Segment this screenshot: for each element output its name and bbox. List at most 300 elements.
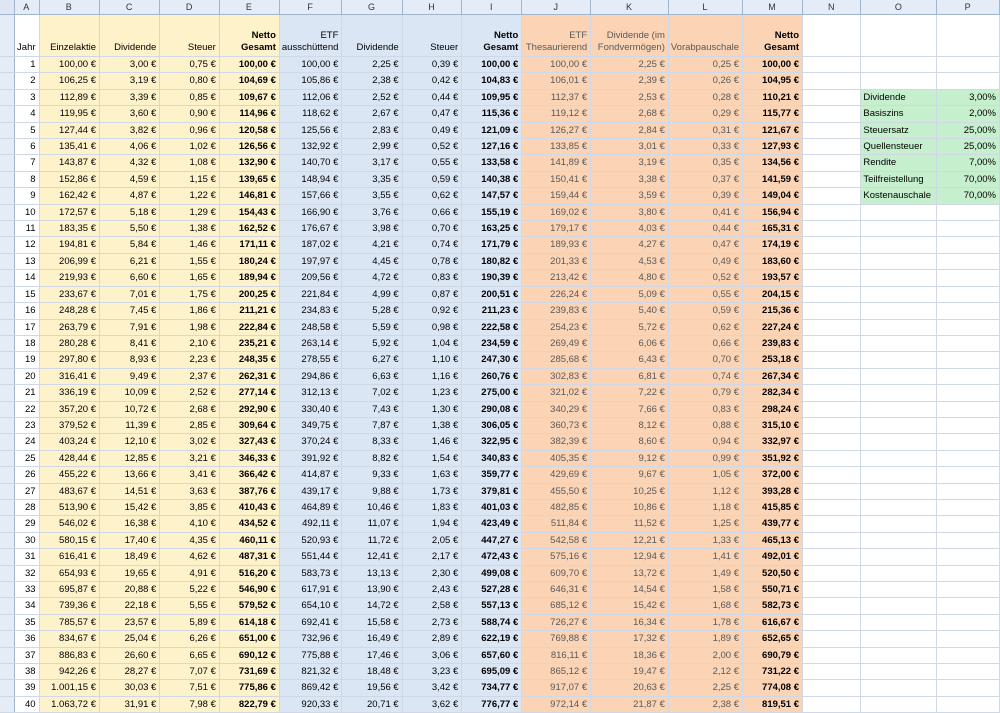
cell-g[interactable]: 15,58 € xyxy=(342,614,402,630)
cell-a[interactable]: 22 xyxy=(15,401,39,417)
empty-cell[interactable] xyxy=(803,549,861,565)
cell-f[interactable]: 775,88 € xyxy=(279,647,342,663)
cell-m[interactable]: 332,97 € xyxy=(743,434,803,450)
cell-l[interactable]: 2,00 € xyxy=(668,647,742,663)
column-header-o[interactable]: O xyxy=(861,0,937,15)
cell-b[interactable]: 219,93 € xyxy=(39,270,100,286)
empty-cell[interactable] xyxy=(861,368,937,384)
cell-b[interactable]: 119,95 € xyxy=(39,106,100,122)
empty-cell[interactable] xyxy=(861,647,937,663)
empty-cell[interactable] xyxy=(803,647,861,663)
empty-cell[interactable] xyxy=(803,270,861,286)
row-number[interactable] xyxy=(0,582,15,598)
cell-k[interactable]: 2,25 € xyxy=(591,57,669,73)
cell-a[interactable]: 17 xyxy=(15,319,39,335)
empty-cell[interactable] xyxy=(861,680,937,696)
cell-j[interactable]: 575,16 € xyxy=(522,549,591,565)
cell-l[interactable]: 2,25 € xyxy=(668,680,742,696)
header-cell-d[interactable]: Steuer xyxy=(160,15,220,57)
cell-l[interactable]: 1,25 € xyxy=(668,516,742,532)
cell-b[interactable]: 206,99 € xyxy=(39,253,100,269)
cell-h[interactable]: 2,17 € xyxy=(402,549,462,565)
cell-m[interactable]: 104,95 € xyxy=(743,73,803,89)
cell-d[interactable]: 2,37 € xyxy=(160,368,220,384)
cell-m[interactable]: 165,31 € xyxy=(743,221,803,237)
cell-f[interactable]: 617,91 € xyxy=(279,582,342,598)
param-label[interactable]: Quellensteuer xyxy=(861,139,937,155)
cell-m[interactable]: 127,93 € xyxy=(743,139,803,155)
cell-c[interactable]: 11,39 € xyxy=(100,417,160,433)
empty-cell[interactable] xyxy=(861,516,937,532)
cell-j[interactable]: 646,31 € xyxy=(522,582,591,598)
cell-h[interactable]: 0,47 € xyxy=(402,106,462,122)
cell-h[interactable]: 0,55 € xyxy=(402,155,462,171)
cell-j[interactable]: 112,37 € xyxy=(522,89,591,105)
cell-g[interactable]: 14,72 € xyxy=(342,598,402,614)
empty-cell[interactable] xyxy=(861,286,937,302)
cell-h[interactable]: 1,63 € xyxy=(402,467,462,483)
cell-e[interactable]: 460,11 € xyxy=(219,532,279,548)
cell-g[interactable]: 4,21 € xyxy=(342,237,402,253)
cell-l[interactable]: 0,59 € xyxy=(668,303,742,319)
cell-m[interactable]: 690,79 € xyxy=(743,647,803,663)
cell-b[interactable]: 580,15 € xyxy=(39,532,100,548)
cell-e[interactable]: 120,58 € xyxy=(219,122,279,138)
empty-cell[interactable] xyxy=(861,499,937,515)
empty-cell[interactable] xyxy=(937,253,1000,269)
cell-e[interactable]: 487,31 € xyxy=(219,549,279,565)
cell-h[interactable]: 2,58 € xyxy=(402,598,462,614)
row-number[interactable] xyxy=(0,680,15,696)
cell-c[interactable]: 6,60 € xyxy=(100,270,160,286)
cell-c[interactable]: 5,50 € xyxy=(100,221,160,237)
cell-d[interactable]: 1,02 € xyxy=(160,139,220,155)
cell-g[interactable]: 13,90 € xyxy=(342,582,402,598)
cell-l[interactable]: 1,41 € xyxy=(668,549,742,565)
cell-l[interactable]: 0,70 € xyxy=(668,352,742,368)
cell-j[interactable]: 169,02 € xyxy=(522,204,591,220)
cell-h[interactable]: 0,98 € xyxy=(402,319,462,335)
cell-d[interactable]: 0,80 € xyxy=(160,73,220,89)
row-number[interactable] xyxy=(0,696,15,712)
cell-a[interactable]: 30 xyxy=(15,532,39,548)
cell-h[interactable]: 1,94 € xyxy=(402,516,462,532)
cell-e[interactable]: 410,43 € xyxy=(219,499,279,515)
header-cell-e[interactable]: Netto Gesamt xyxy=(219,15,279,57)
cell-g[interactable]: 8,82 € xyxy=(342,450,402,466)
param-value[interactable]: 70,00% xyxy=(937,171,1000,187)
cell-m[interactable]: 115,77 € xyxy=(743,106,803,122)
header-cell-m[interactable]: Netto Gesamt xyxy=(743,15,803,57)
cell-m[interactable]: 492,01 € xyxy=(743,549,803,565)
header-cell-h[interactable]: Steuer xyxy=(402,15,462,57)
cell-e[interactable]: 189,94 € xyxy=(219,270,279,286)
cell-j[interactable]: 542,58 € xyxy=(522,532,591,548)
empty-cell[interactable] xyxy=(803,303,861,319)
cell-e[interactable]: 277,14 € xyxy=(219,385,279,401)
cell-m[interactable]: 149,04 € xyxy=(743,188,803,204)
cell-h[interactable]: 2,73 € xyxy=(402,614,462,630)
cell-e[interactable]: 222,84 € xyxy=(219,319,279,335)
cell-g[interactable]: 2,25 € xyxy=(342,57,402,73)
cell-g[interactable]: 17,46 € xyxy=(342,647,402,663)
param-value[interactable]: 70,00% xyxy=(937,188,1000,204)
cell-e[interactable]: 114,96 € xyxy=(219,106,279,122)
cell-g[interactable]: 3,35 € xyxy=(342,171,402,187)
cell-d[interactable]: 5,55 € xyxy=(160,598,220,614)
empty-cell[interactable] xyxy=(937,417,1000,433)
cell-b[interactable]: 143,87 € xyxy=(39,155,100,171)
cell-k[interactable]: 5,09 € xyxy=(591,286,669,302)
empty-cell[interactable] xyxy=(803,237,861,253)
empty-cell[interactable] xyxy=(803,73,861,89)
cell-i[interactable]: 121,09 € xyxy=(462,122,522,138)
cell-l[interactable]: 0,47 € xyxy=(668,237,742,253)
cell-f[interactable]: 132,92 € xyxy=(279,139,342,155)
cell-k[interactable]: 3,59 € xyxy=(591,188,669,204)
row-number[interactable] xyxy=(0,15,15,57)
cell-a[interactable]: 15 xyxy=(15,286,39,302)
cell-c[interactable]: 10,09 € xyxy=(100,385,160,401)
header-cell-i[interactable]: Netto Gesamt xyxy=(462,15,522,57)
cell-b[interactable]: 248,28 € xyxy=(39,303,100,319)
cell-e[interactable]: 139,65 € xyxy=(219,171,279,187)
cell-c[interactable]: 20,88 € xyxy=(100,582,160,598)
cell-c[interactable]: 4,59 € xyxy=(100,171,160,187)
row-number[interactable] xyxy=(0,106,15,122)
cell-a[interactable]: 6 xyxy=(15,139,39,155)
cell-g[interactable]: 4,72 € xyxy=(342,270,402,286)
cell-i[interactable]: 180,82 € xyxy=(462,253,522,269)
cell-m[interactable]: 439,77 € xyxy=(743,516,803,532)
cell-g[interactable]: 13,13 € xyxy=(342,565,402,581)
cell-c[interactable]: 8,41 € xyxy=(100,335,160,351)
cell-b[interactable]: 739,36 € xyxy=(39,598,100,614)
column-header-m[interactable]: M xyxy=(743,0,803,15)
empty-cell[interactable] xyxy=(937,614,1000,630)
empty-cell[interactable] xyxy=(861,549,937,565)
cell-f[interactable]: 349,75 € xyxy=(279,417,342,433)
empty-cell[interactable] xyxy=(803,385,861,401)
cell-m[interactable]: 100,00 € xyxy=(743,57,803,73)
cell-c[interactable]: 4,32 € xyxy=(100,155,160,171)
cell-a[interactable]: 25 xyxy=(15,450,39,466)
empty-cell[interactable] xyxy=(803,696,861,712)
cell-b[interactable]: 152,86 € xyxy=(39,171,100,187)
row-number[interactable] xyxy=(0,303,15,319)
column-header-b[interactable]: B xyxy=(39,0,100,15)
cell-c[interactable]: 31,91 € xyxy=(100,696,160,712)
cell-k[interactable]: 13,72 € xyxy=(591,565,669,581)
cell-a[interactable]: 5 xyxy=(15,122,39,138)
cell-m[interactable]: 253,18 € xyxy=(743,352,803,368)
cell-l[interactable]: 0,26 € xyxy=(668,73,742,89)
cell-e[interactable]: 109,67 € xyxy=(219,89,279,105)
cell-m[interactable]: 239,83 € xyxy=(743,335,803,351)
cell-f[interactable]: 414,87 € xyxy=(279,467,342,483)
empty-cell[interactable] xyxy=(937,335,1000,351)
cell-c[interactable]: 17,40 € xyxy=(100,532,160,548)
cell-i[interactable]: 140,38 € xyxy=(462,171,522,187)
cell-f[interactable]: 439,17 € xyxy=(279,483,342,499)
cell-h[interactable]: 2,30 € xyxy=(402,565,462,581)
cell-j[interactable]: 133,85 € xyxy=(522,139,591,155)
cell-f[interactable]: 278,55 € xyxy=(279,352,342,368)
cell-h[interactable]: 0,70 € xyxy=(402,221,462,237)
param-value[interactable]: 7,00% xyxy=(937,155,1000,171)
cell-i[interactable]: 588,74 € xyxy=(462,614,522,630)
cell-e[interactable]: 292,90 € xyxy=(219,401,279,417)
empty-cell[interactable] xyxy=(937,303,1000,319)
row-number[interactable] xyxy=(0,270,15,286)
empty-cell[interactable] xyxy=(861,385,937,401)
cell-k[interactable]: 2,84 € xyxy=(591,122,669,138)
cell-d[interactable]: 1,86 € xyxy=(160,303,220,319)
cell-j[interactable]: 429,69 € xyxy=(522,467,591,483)
header-cell-f[interactable]: ETF ausschüttend xyxy=(279,15,342,57)
cell-k[interactable]: 7,66 € xyxy=(591,401,669,417)
empty-cell[interactable] xyxy=(803,467,861,483)
cell-i[interactable]: 340,83 € xyxy=(462,450,522,466)
cell-h[interactable]: 3,23 € xyxy=(402,664,462,680)
param-label[interactable]: Rendite xyxy=(861,155,937,171)
cell-i[interactable]: 776,77 € xyxy=(462,696,522,712)
cell-i[interactable]: 247,30 € xyxy=(462,352,522,368)
header-cell-b[interactable]: Einzelaktie xyxy=(39,15,100,57)
row-number[interactable] xyxy=(0,417,15,433)
cell-d[interactable]: 4,91 € xyxy=(160,565,220,581)
cell-c[interactable]: 8,93 € xyxy=(100,352,160,368)
empty-cell[interactable] xyxy=(803,450,861,466)
cell-m[interactable]: 110,21 € xyxy=(743,89,803,105)
cell-i[interactable]: 260,76 € xyxy=(462,368,522,384)
cell-f[interactable]: 187,02 € xyxy=(279,237,342,253)
cell-m[interactable]: 652,65 € xyxy=(743,631,803,647)
cell-b[interactable]: 297,80 € xyxy=(39,352,100,368)
cell-a[interactable]: 2 xyxy=(15,73,39,89)
cell-l[interactable]: 1,68 € xyxy=(668,598,742,614)
cell-g[interactable]: 8,33 € xyxy=(342,434,402,450)
empty-cell[interactable] xyxy=(861,483,937,499)
empty-cell[interactable] xyxy=(803,565,861,581)
cell-j[interactable]: 100,00 € xyxy=(522,57,591,73)
cell-a[interactable]: 39 xyxy=(15,680,39,696)
cell-m[interactable]: 141,59 € xyxy=(743,171,803,187)
cell-f[interactable]: 294,86 € xyxy=(279,368,342,384)
cell-i[interactable]: 359,77 € xyxy=(462,467,522,483)
cell-c[interactable]: 22,18 € xyxy=(100,598,160,614)
cell-l[interactable]: 0,33 € xyxy=(668,139,742,155)
empty-cell[interactable] xyxy=(861,401,937,417)
cell-i[interactable]: 423,49 € xyxy=(462,516,522,532)
cell-e[interactable]: 387,76 € xyxy=(219,483,279,499)
row-number[interactable] xyxy=(0,319,15,335)
column-header-g[interactable]: G xyxy=(342,0,402,15)
cell-e[interactable]: 200,25 € xyxy=(219,286,279,302)
cell-d[interactable]: 4,10 € xyxy=(160,516,220,532)
empty-cell[interactable] xyxy=(937,15,1000,57)
cell-k[interactable]: 4,03 € xyxy=(591,221,669,237)
cell-b[interactable]: 886,83 € xyxy=(39,647,100,663)
cell-d[interactable]: 1,08 € xyxy=(160,155,220,171)
cell-l[interactable]: 0,99 € xyxy=(668,450,742,466)
param-label[interactable]: Kostenauschale xyxy=(861,188,937,204)
cell-j[interactable]: 159,44 € xyxy=(522,188,591,204)
cell-k[interactable]: 2,53 € xyxy=(591,89,669,105)
empty-cell[interactable] xyxy=(937,549,1000,565)
cell-i[interactable]: 499,08 € xyxy=(462,565,522,581)
cell-b[interactable]: 172,57 € xyxy=(39,204,100,220)
cell-f[interactable]: 370,24 € xyxy=(279,434,342,450)
cell-j[interactable]: 226,24 € xyxy=(522,286,591,302)
cell-e[interactable]: 434,52 € xyxy=(219,516,279,532)
cell-b[interactable]: 336,19 € xyxy=(39,385,100,401)
cell-g[interactable]: 16,49 € xyxy=(342,631,402,647)
cell-j[interactable]: 179,17 € xyxy=(522,221,591,237)
empty-cell[interactable] xyxy=(937,565,1000,581)
cell-d[interactable]: 2,52 € xyxy=(160,385,220,401)
empty-cell[interactable] xyxy=(861,57,937,73)
empty-cell[interactable] xyxy=(861,319,937,335)
header-cell-j[interactable]: ETF Thesaurierend xyxy=(522,15,591,57)
cell-j[interactable]: 865,12 € xyxy=(522,664,591,680)
cell-i[interactable]: 557,13 € xyxy=(462,598,522,614)
cell-j[interactable]: 321,02 € xyxy=(522,385,591,401)
cell-h[interactable]: 2,05 € xyxy=(402,532,462,548)
cell-c[interactable]: 18,49 € xyxy=(100,549,160,565)
cell-k[interactable]: 3,01 € xyxy=(591,139,669,155)
cell-g[interactable]: 3,98 € xyxy=(342,221,402,237)
cell-f[interactable]: 312,13 € xyxy=(279,385,342,401)
cell-a[interactable]: 40 xyxy=(15,696,39,712)
cell-i[interactable]: 695,09 € xyxy=(462,664,522,680)
cell-c[interactable]: 30,03 € xyxy=(100,680,160,696)
cell-b[interactable]: 135,41 € xyxy=(39,139,100,155)
cell-l[interactable]: 1,18 € xyxy=(668,499,742,515)
cell-i[interactable]: 622,19 € xyxy=(462,631,522,647)
cell-m[interactable]: 121,67 € xyxy=(743,122,803,138)
cell-d[interactable]: 0,85 € xyxy=(160,89,220,105)
header-cell-g[interactable]: Dividende xyxy=(342,15,402,57)
cell-k[interactable]: 18,36 € xyxy=(591,647,669,663)
cell-l[interactable]: 0,25 € xyxy=(668,57,742,73)
empty-cell[interactable] xyxy=(861,73,937,89)
empty-cell[interactable] xyxy=(803,401,861,417)
cell-g[interactable]: 3,76 € xyxy=(342,204,402,220)
cell-h[interactable]: 1,04 € xyxy=(402,335,462,351)
empty-cell[interactable] xyxy=(861,237,937,253)
cell-k[interactable]: 19,47 € xyxy=(591,664,669,680)
cell-a[interactable]: 13 xyxy=(15,253,39,269)
cell-f[interactable]: 105,86 € xyxy=(279,73,342,89)
cell-k[interactable]: 3,19 € xyxy=(591,155,669,171)
cell-e[interactable]: 614,18 € xyxy=(219,614,279,630)
cell-m[interactable]: 282,34 € xyxy=(743,385,803,401)
cell-e[interactable]: 327,43 € xyxy=(219,434,279,450)
cell-l[interactable]: 0,39 € xyxy=(668,188,742,204)
cell-b[interactable]: 403,24 € xyxy=(39,434,100,450)
empty-cell[interactable] xyxy=(803,614,861,630)
cell-f[interactable]: 869,42 € xyxy=(279,680,342,696)
empty-cell[interactable] xyxy=(803,204,861,220)
row-number[interactable] xyxy=(0,221,15,237)
cell-f[interactable]: 551,44 € xyxy=(279,549,342,565)
cell-a[interactable]: 14 xyxy=(15,270,39,286)
empty-cell[interactable] xyxy=(937,532,1000,548)
cell-d[interactable]: 0,90 € xyxy=(160,106,220,122)
cell-k[interactable]: 2,68 € xyxy=(591,106,669,122)
cell-i[interactable]: 115,36 € xyxy=(462,106,522,122)
cell-g[interactable]: 5,92 € xyxy=(342,335,402,351)
empty-cell[interactable] xyxy=(803,434,861,450)
empty-cell[interactable] xyxy=(861,598,937,614)
cell-j[interactable]: 455,50 € xyxy=(522,483,591,499)
cell-m[interactable]: 174,19 € xyxy=(743,237,803,253)
param-label[interactable]: Dividende xyxy=(861,89,937,105)
empty-cell[interactable] xyxy=(803,122,861,138)
empty-cell[interactable] xyxy=(937,270,1000,286)
cell-c[interactable]: 6,21 € xyxy=(100,253,160,269)
cell-j[interactable]: 685,12 € xyxy=(522,598,591,614)
cell-e[interactable]: 546,90 € xyxy=(219,582,279,598)
cell-j[interactable]: 150,41 € xyxy=(522,171,591,187)
empty-cell[interactable] xyxy=(803,352,861,368)
cell-i[interactable]: 127,16 € xyxy=(462,139,522,155)
row-number[interactable] xyxy=(0,188,15,204)
cell-d[interactable]: 3,02 € xyxy=(160,434,220,450)
cell-f[interactable]: 140,70 € xyxy=(279,155,342,171)
cell-l[interactable]: 0,74 € xyxy=(668,368,742,384)
cell-e[interactable]: 775,86 € xyxy=(219,680,279,696)
cell-m[interactable]: 616,67 € xyxy=(743,614,803,630)
cell-c[interactable]: 14,51 € xyxy=(100,483,160,499)
cell-d[interactable]: 7,98 € xyxy=(160,696,220,712)
cell-c[interactable]: 15,42 € xyxy=(100,499,160,515)
cell-i[interactable]: 133,58 € xyxy=(462,155,522,171)
cell-k[interactable]: 8,12 € xyxy=(591,417,669,433)
cell-f[interactable]: 166,90 € xyxy=(279,204,342,220)
empty-cell[interactable] xyxy=(803,155,861,171)
cell-g[interactable]: 3,17 € xyxy=(342,155,402,171)
cell-m[interactable]: 465,13 € xyxy=(743,532,803,548)
cell-g[interactable]: 11,07 € xyxy=(342,516,402,532)
empty-cell[interactable] xyxy=(937,631,1000,647)
empty-cell[interactable] xyxy=(937,286,1000,302)
cell-f[interactable]: 100,00 € xyxy=(279,57,342,73)
cell-a[interactable]: 11 xyxy=(15,221,39,237)
empty-cell[interactable] xyxy=(861,532,937,548)
cell-f[interactable]: 654,10 € xyxy=(279,598,342,614)
cell-l[interactable]: 0,79 € xyxy=(668,385,742,401)
empty-cell[interactable] xyxy=(803,499,861,515)
column-header-n[interactable]: N xyxy=(803,0,861,15)
cell-h[interactable]: 0,52 € xyxy=(402,139,462,155)
cell-j[interactable]: 201,33 € xyxy=(522,253,591,269)
cell-h[interactable]: 1,30 € xyxy=(402,401,462,417)
cell-m[interactable]: 731,22 € xyxy=(743,664,803,680)
empty-cell[interactable] xyxy=(803,286,861,302)
empty-cell[interactable] xyxy=(861,221,937,237)
cell-a[interactable]: 33 xyxy=(15,582,39,598)
empty-cell[interactable] xyxy=(861,270,937,286)
cell-a[interactable]: 23 xyxy=(15,417,39,433)
empty-cell[interactable] xyxy=(861,15,937,57)
cell-k[interactable]: 4,80 € xyxy=(591,270,669,286)
cell-b[interactable]: 379,52 € xyxy=(39,417,100,433)
cell-i[interactable]: 472,43 € xyxy=(462,549,522,565)
cell-e[interactable]: 126,56 € xyxy=(219,139,279,155)
cell-m[interactable]: 227,24 € xyxy=(743,319,803,335)
